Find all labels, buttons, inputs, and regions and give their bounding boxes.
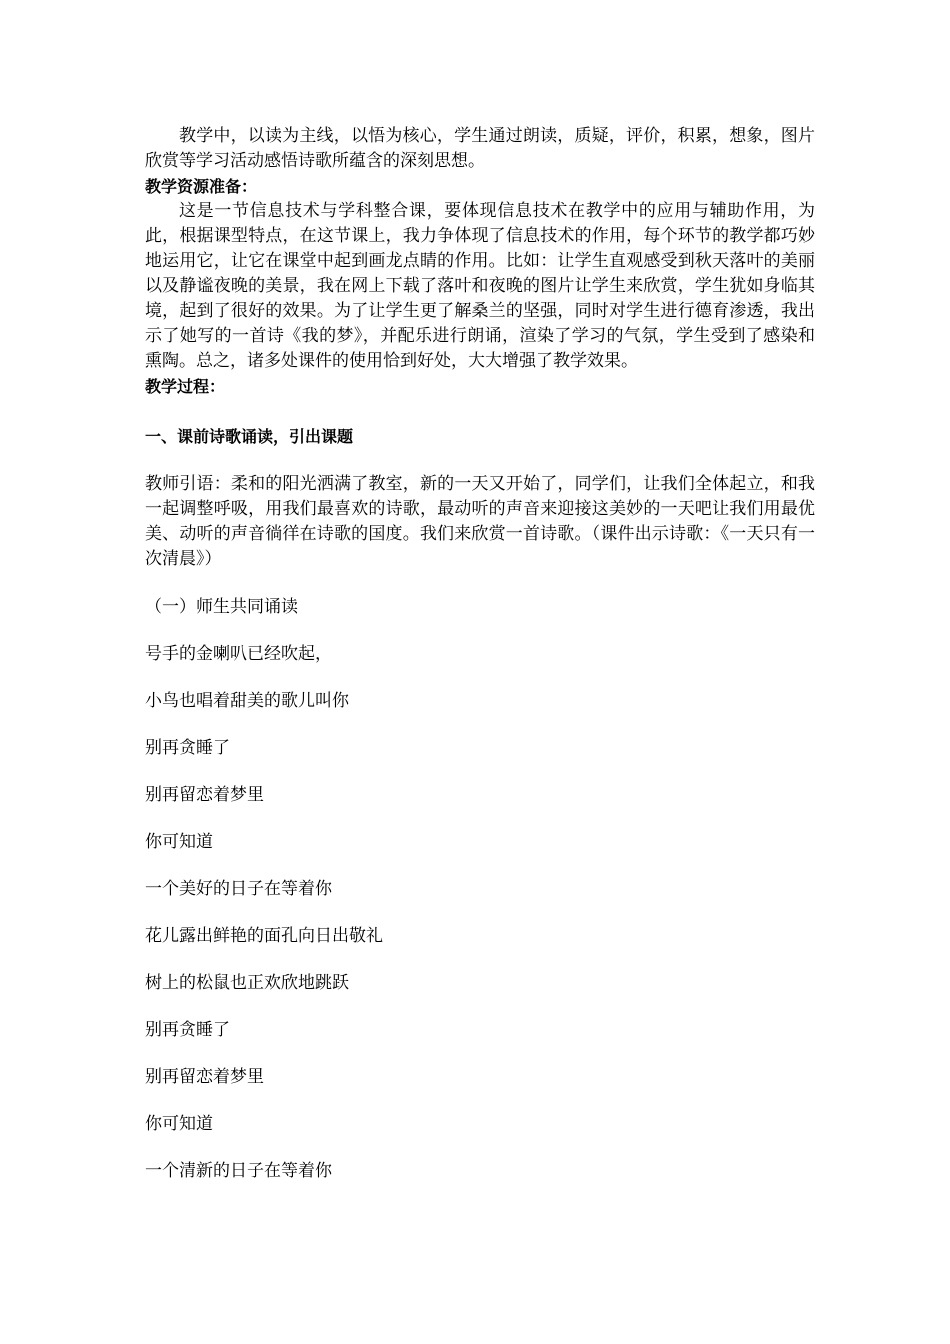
poem-line: 别再贪睡了	[145, 738, 230, 758]
poem-line: 你可知道	[145, 1114, 213, 1134]
poem-line: 号手的金喇叭已经吹起，	[145, 644, 332, 664]
teacher-intro-paragraph: 教师引语：柔和的阳光洒满了教室，新的一天又开始了，同学们，让我们全体起立，和我一起调整呼吸，用我们最喜欢的诗歌，最动听的声音来迎接这美妙的一天吧让我们用最优美、动听的声音徜徉在诗歌的国度。我们来欣赏一首诗歌。（课件出示诗歌：《一天只有一次清晨》）	[145, 474, 815, 569]
poem-line: 一个美好的日子在等着你	[145, 879, 332, 899]
section-one-title: 一、课前诗歌诵读，引出课题	[145, 427, 354, 446]
process-heading: 教学过程：	[145, 377, 226, 396]
intro-paragraph: 教学中，以读为主线，以悟为核心，学生通过朗读，质疑，评价，积累，想象，图片欣赏等学习活动感悟诗歌所蕴含的深刻思想。	[145, 126, 815, 171]
poem-line: 别再留恋着梦里	[145, 785, 264, 805]
poem-line: 别再贪睡了	[145, 1020, 230, 1040]
poem-line: 一个清新的日子在等着你	[145, 1161, 332, 1181]
poem-line: 小鸟也唱着甜美的歌儿叫你	[145, 691, 349, 711]
document-page	[145, 124, 815, 1184]
resources-paragraph: 这是一节信息技术与学科整合课，要体现信息技术在教学中的应用与辅助作用，为此，根据课型特点，在这节课上，我力争体现了信息技术的作用，每个环节的教学都巧妙地运用它，让它在课堂中起到画龙点睛的作用。比如：让学生直观感受到秋天落叶的美丽以及静谧夜晚的美景，我在网上下载了落叶和夜晚的图片让学生来欣赏，学生犹如身临其境，起到了很好的效果。为了让学生更了解桑兰的坚强，同时对学生进行德育渗透，我出示了她写的一首诗《我的梦》，并配乐进行朗诵，渲染了学习的气氛，学生受到了感染和熏陶。总之，诸多处课件的使用恰到好处，大大增强了教学效果。	[145, 201, 815, 371]
poem-line: 花儿露出鲜艳的面孔向日出敬礼	[145, 926, 383, 946]
poem	[145, 642, 815, 1184]
poem-line: 别再留恋着梦里	[145, 1067, 264, 1087]
resources-heading: 教学资源准备：	[145, 177, 258, 196]
subsection-title: （一）师生共同诵读	[145, 597, 298, 617]
poem-line: 树上的松鼠也正欢欣地跳跃	[145, 973, 349, 993]
poem-line: 你可知道	[145, 832, 213, 852]
